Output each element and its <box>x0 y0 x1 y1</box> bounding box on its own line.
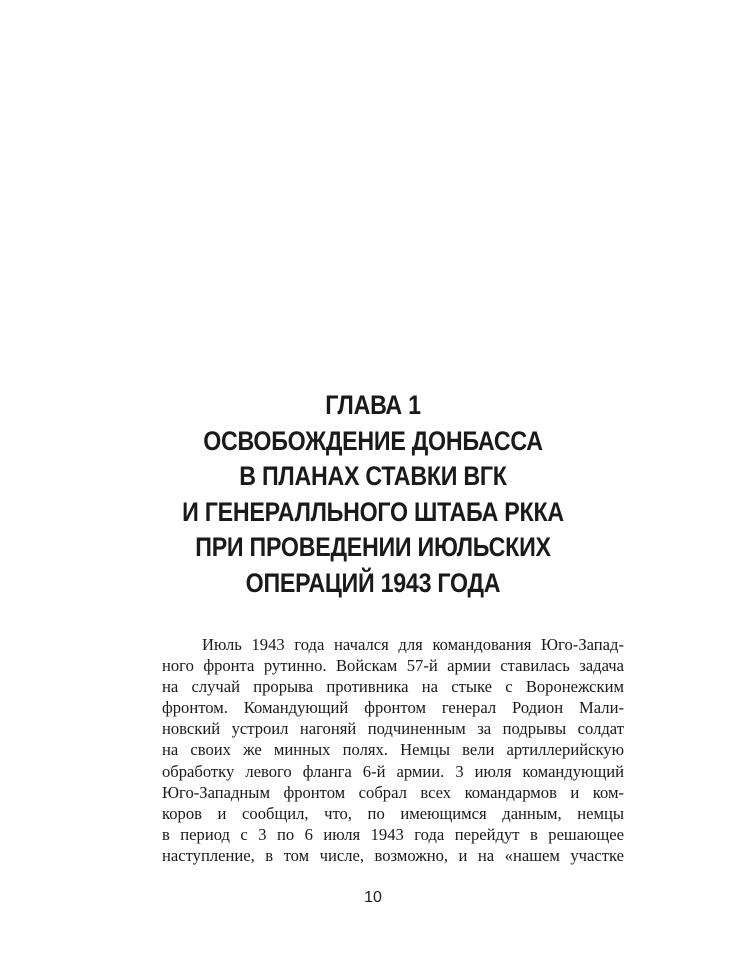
text-line: Июль 1943 года начался для командования Юго-Запад- <box>202 635 624 654</box>
chapter-title-line: ОСВОБОЖДЕНИЕ ДОНБАССА <box>203 425 543 456</box>
text-line: коров и сообщил, что, по имеющимся данным, немцы <box>162 803 624 823</box>
text-line: в период с 3 по 6 июля 1943 года перейдут в решающее <box>162 824 624 844</box>
chapter-title-line: И ГЕНЕРАЛЛЬНОГО ШТАБА РККА <box>182 496 564 527</box>
chapter-title-line: В ПЛАНАХ СТАВКИ ВГК <box>239 461 507 491</box>
text-line: ного фронта рутинно. Войскам 57-й армии ставилась задача <box>162 656 624 676</box>
text-line: на случай прорыва противника на стыке с Воронежским <box>162 677 624 697</box>
text-line: наступление, в том числе, возможно, и на «нашем участке <box>162 845 624 865</box>
chapter-heading <box>52 388 694 601</box>
text-line: новский устроил нагоняй подчиненным за подрывы солдат <box>162 719 624 739</box>
text-line: обработку левого фланга 6-й армии. 3 июля командующий <box>162 761 624 781</box>
text-line: на своих же минных полях. Немцы вели артиллерийскую <box>162 740 624 760</box>
page-number: 10 <box>364 889 382 906</box>
text-line: фронтом. Командующий фронтом генерал Родион Мали- <box>162 698 624 718</box>
text-line: Юго-Западным фронтом собрал всех командармов и ком- <box>162 782 624 802</box>
chapter-title-line: ОПЕРАЦИЙ 1943 ГОДА <box>245 567 501 598</box>
chapter-title-line: ПРИ ПРОВЕДЕНИИ ИЮЛЬСКИХ <box>195 532 551 562</box>
body-paragraph <box>162 634 624 866</box>
chapter-number: ГЛАВА 1 <box>325 390 421 420</box>
